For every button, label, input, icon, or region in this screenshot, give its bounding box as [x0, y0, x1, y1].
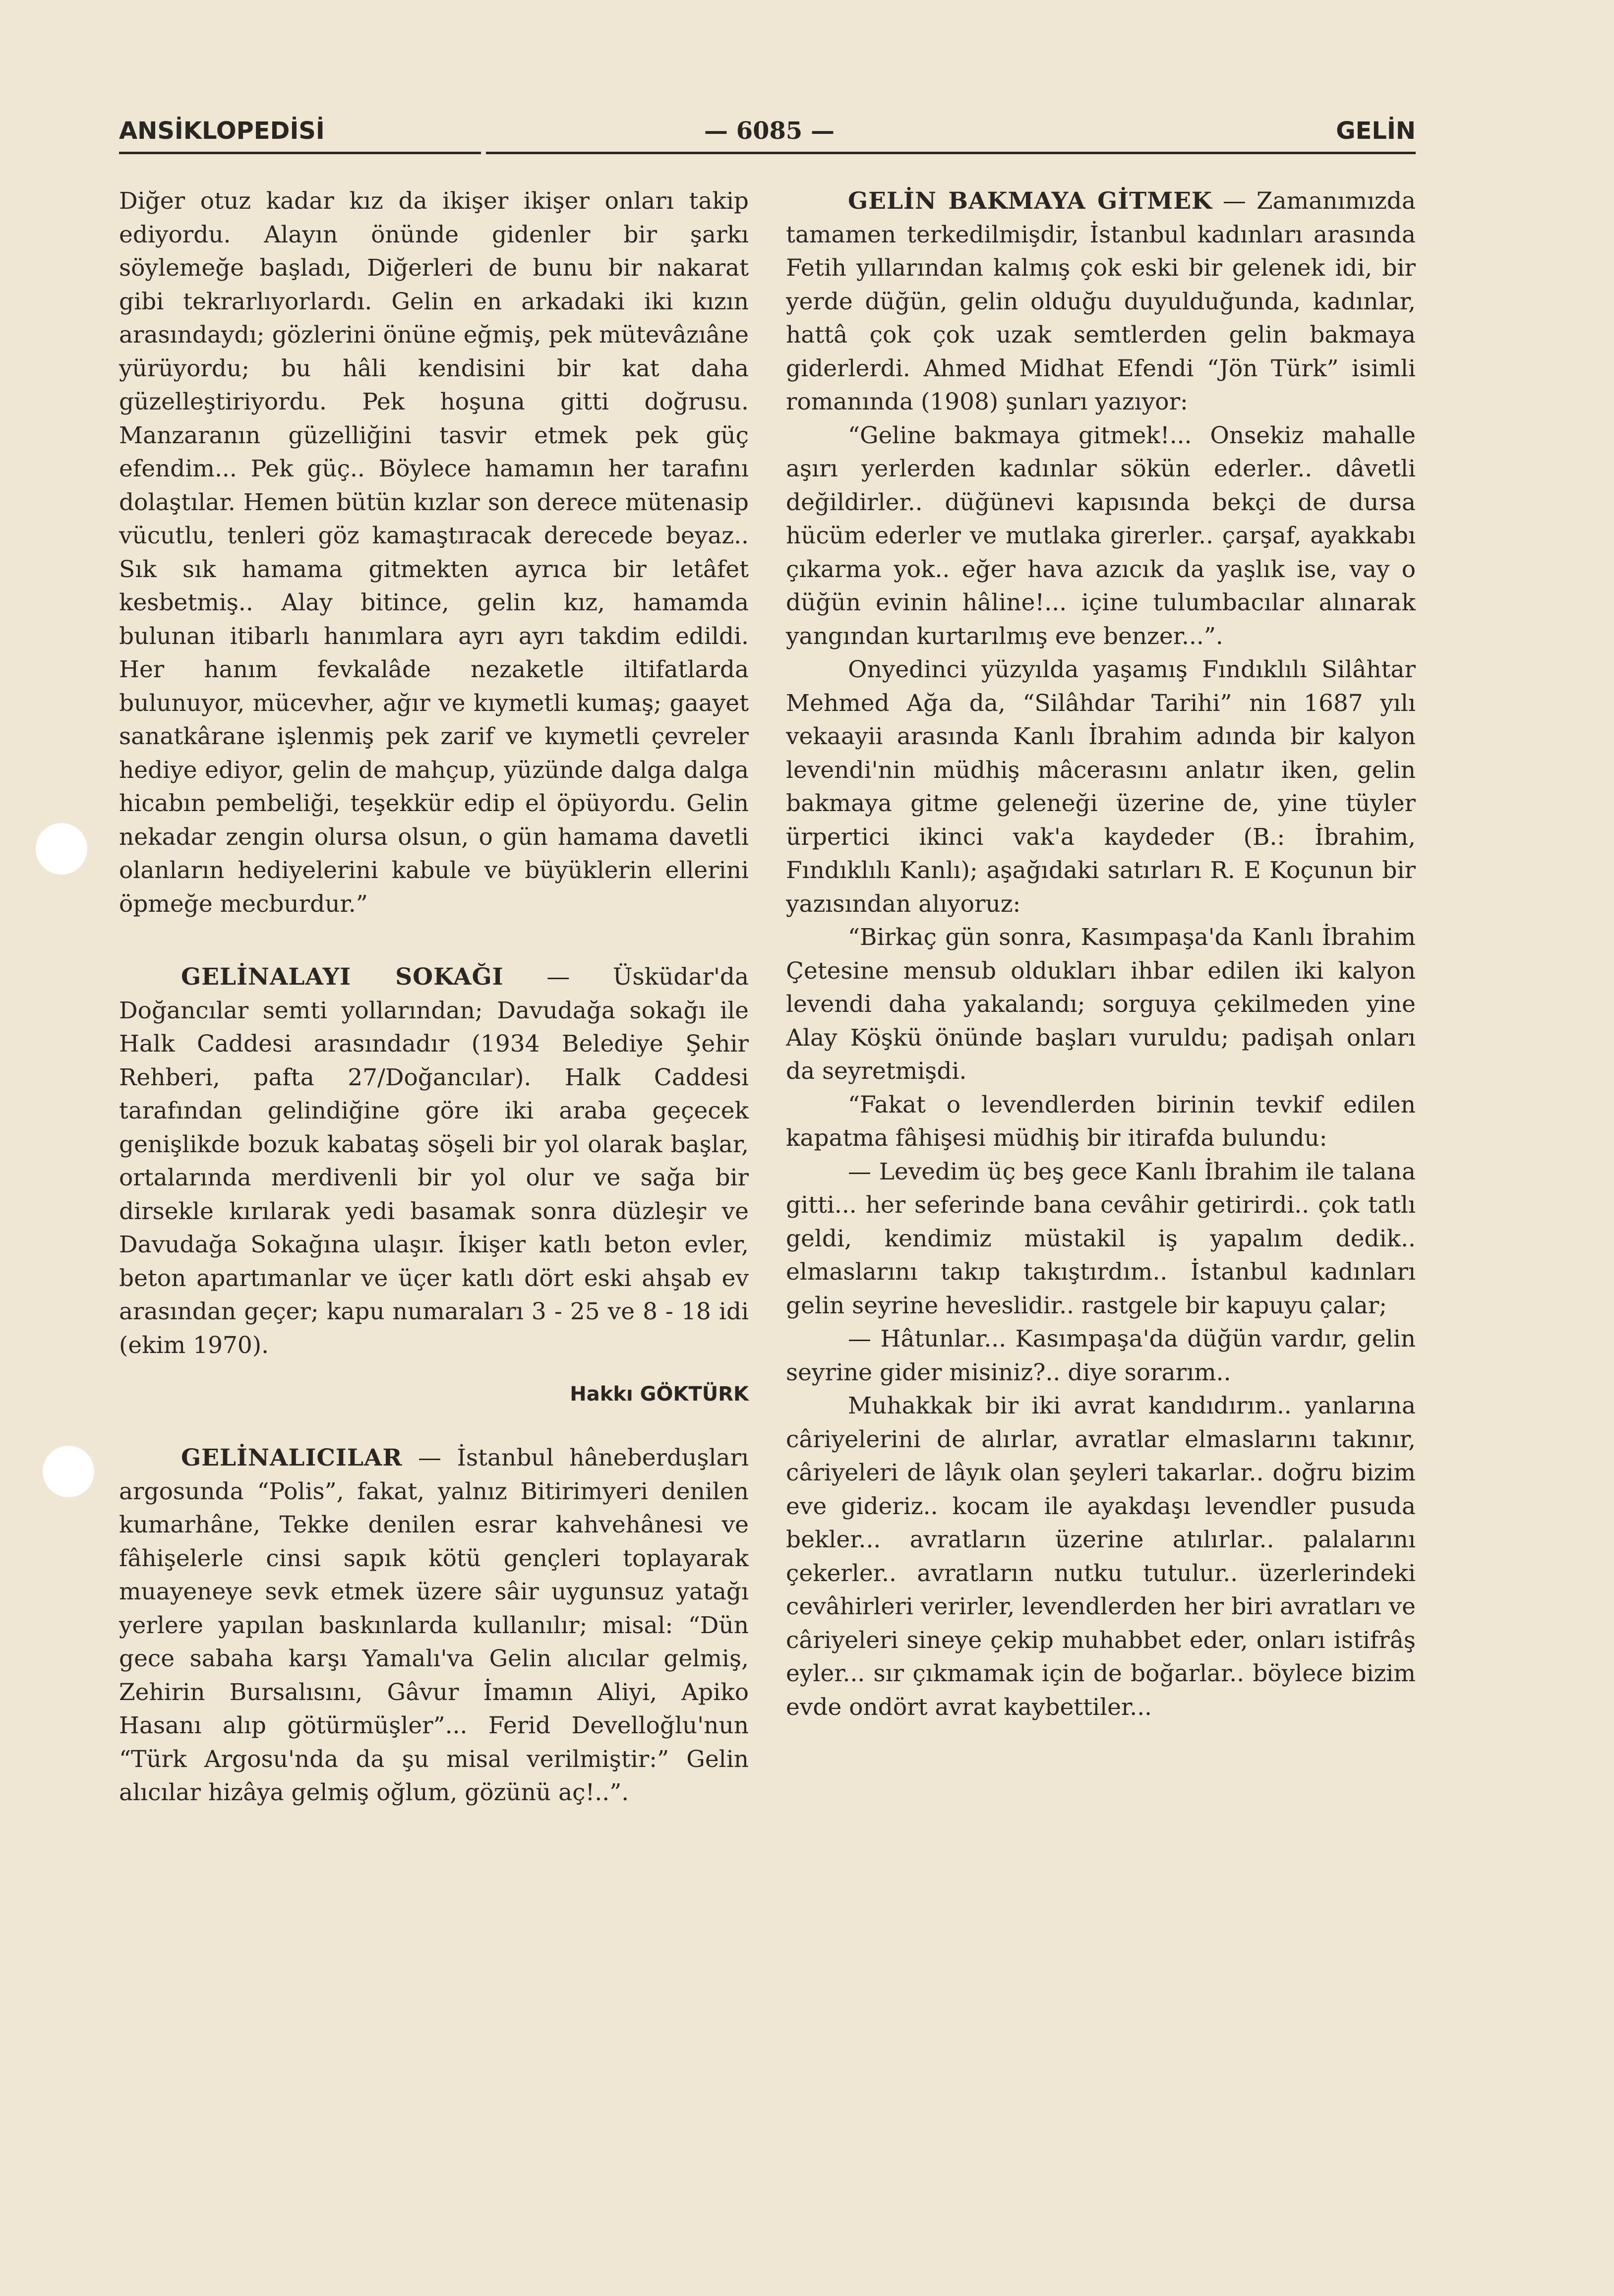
entry-gelinalayi-sokagi	[119, 960, 749, 1362]
page-number: — 6085 —	[704, 117, 835, 145]
entry-body: — Zamanımızda tamamen terkedilmişdir, İstanbul kadınları arasında Fetih yıllarından kalmış çok eski bir gelenek idi, bir yerde düğün, gelin olduğu duyulduğunda, kadınlar, hattâ çok çok uzak semtlerden gelin bakmaya giderlerdi. Ahmed Midhat Efendi “Jön Türk” isimli romanında (1908) şunları yazıyor:	[786, 187, 1416, 415]
right-column	[786, 184, 1416, 2178]
header-left: ANSİKLOPEDİSİ	[119, 117, 325, 145]
body-paragraph: Onyedinci yüzyılda yaşamış Fındıklılı Silâhtar Mehmed Ağa da, “Silâhdar Tarihi” nin 1687 yılı vekaayii arasında Kanlı İbrahim adında bir kalyon levendi'nin müdhiş mâcerasını anlatır iken, gelin bakmaya gitme geleneği üzerine de, yine tüyler ürpertici ikinci vak'a kaydeder (B.: İbrahim, Fındıklılı Kanlı); aşağıdaki satırları R. E Koçunun bir yazısından alıyoruz:	[786, 656, 1416, 918]
punch-hole	[43, 1446, 94, 1497]
entry-gelinalicilar	[119, 1441, 749, 1810]
header-right: GELİN	[1336, 117, 1416, 145]
quote-paragraph: — Levedim üç beş gece Kanlı İbrahim ile talana gitti... her seferinde bana cevâhir getirirdi.. çok tatlı geldi, kendimiz müstakil iş yapalım dedik.. elmaslarını takıp takıştırdım.. İstanbul kadınları gelin seyrine heveslidir.. rastgele bir kapuyu çalar;	[786, 1158, 1416, 1319]
quote-paragraph: “Geline bakmaya gitmek!... Onsekiz mahalle aşırı yerlerden kadınlar sökün ederler.. dâvetli değildirler.. düğünevi kapısında bekçi de dursa hücüm ederler ve mutlaka girerler.. çarşaf, ayakkabı çıkarma yok.. eğer hava azıcık da yaşlık ise, vay o düğün evinin hâline!... içine tulumbacılar alınarak yangından kurtarılmış eve benzer...”.	[786, 421, 1416, 650]
entry-headword: GELİNALICILAR	[181, 1444, 403, 1472]
entry-gelin-bakmaya-gitmek	[786, 184, 1416, 419]
left-column	[119, 184, 749, 2178]
punch-hole	[36, 823, 87, 875]
quote-paragraph: Muhakkak bir iki avrat kandıdırım.. yanlarına câriyelerini de alırlar, avratlar elmaslarını takınır, câriyeleri de lâyık olan şeyleri takarlar.. doğru bizim eve gideriz.. kocam ile ayakdaşı levendler pusuda bekler... avratların üzerine atılırlar.. palalarını çekerler.. avratların nutku tutulur.. üzerlerindeki cevâhirleri verirler, levendlerden her biri avratları ve câriyeleri sineye çekip muhabbet eder, onları istifrâş eyler... sır çıkmamak için de boğarlar.. böylece bizim evde ondört avrat kaybettiler...	[786, 1392, 1416, 1721]
entry-body: — Üsküdar'da Doğancılar semti yollarından; Davudağa sokağı ile Halk Caddesi arasındadır (1934 Belediye Şehir Rehberi, pafta 27/Doğancılar). Halk Caddesi tarafından gelindiğine göre iki araba geçecek genişlikde bozuk kabataş söşeli bir yol olarak başlar, ortalarında merdivenli bir yol olur ve sağa bir dirsekle kırılarak yedi basamak sonra düzleşir ve Davudağa Sokağına ulaşır. İkişer katlı beton evler, beton apartımanlar ve üçer katlı dört eski ahşab ev arasından geçer; kapu numaraları 3 - 25 ve 8 - 18 idi (ekim 1970).	[119, 963, 749, 1359]
running-header	[119, 110, 1416, 155]
continuation-paragraph: Diğer otuz kadar kız da ikişer ikişer onları takip ediyordu. Alayın önünde gidenler bir şarkı söylemeğe başladı, Diğerleri de bunu bir nakarat gibi tekrarlıyorlardı. Gelin en arkadaki iki kızın arasındaydı; gözlerini önüne eğmiş, pek mütevâzıâne yürüyordu; bu hâli kendisini bir kat daha güzelleştiriyordu. Pek hoşuna gitti doğrusu. Manzaranın güzelliğini tasvir etmek pek güç efendim... Pek güç.. Böylece hamamın her tarafını dolaştılar. Hemen bütün kızlar son derece mütenasip vücutlu, tenleri göz kamaştıracak derecede beyaz.. Sık sık hamama gitmekten ayrıca bir letâfet kesbetmiş.. Alay bitince, gelin kız, hamamda bulunan itibarlı hanımlara ayrı ayrı takdim edildi. Her hanım fevkalâde nezaketle iltifatlarda bulunuyor, mücevher, ağır ve kıymetli kumaş; gaayet sanatkârane işlenmiş pek zarif ve kıymetli çevreler hediye ediyor, gelin de mahçup, yüzünde dalga dalga hicabın pembeliği, teşekkür edip el öpüyordu. Gelin nekadar zengin olursa olsun, o gün hamama davetli olanların hediyelerini kabule ve büyüklerin ellerini öpmeğe mecburdur.”	[119, 187, 749, 918]
quote-paragraph: “Fakat o levendlerden birinin tevkif edilen kapatma fâhişesi müdhiş bir itirafda bulundu:	[786, 1091, 1416, 1152]
author-signature: Hakkı GÖKTÜRK	[570, 1383, 749, 1406]
quote-paragraph: — Hâtunlar... Kasımpaşa'da düğün vardır, gelin seyrine gider misiniz?.. diye sorarım..	[786, 1325, 1416, 1386]
quote-paragraph: “Birkaç gün sonra, Kasımpaşa'da Kanlı İbrahim Çetesine mensub oldukları ihbar edilen iki kalyon levendi daha yakalandı; sorguya çekilmeden yine Alay Köşkü önünde başları vuruldu; padişah onları da seyretmişdi.	[786, 924, 1416, 1085]
header-rule	[486, 152, 1416, 154]
entry-body: — İstanbul hâneberduşları argosunda “Polis”, fakat, yalnız Bitirimyeri denilen kumarhâne, Tekke denilen esrar kahvehânesi ve fâhişelerle cinsi sapık kötü gençleri toplayarak muayeneye sevk etmek üzere sâir uygunsuz yatağı yerlere yapılan baskınlarda kullanılır; misal: “Dün gece sabaha karşı Yamalı'va Gelin alıcılar gelmiş, Zehirin Bursalısını, Gâvur İmamın Aliyi, Apiko Hasanı alıp götürmüşler”... Ferid Develloğlu'nun “Türk Argosu'nda da şu misal verilmiştir:” Gelin alıcılar hizâya gelmiş oğlum, gözünü aç!..”.	[119, 1444, 749, 1806]
header-rule	[119, 152, 481, 154]
entry-headword: GELİNALAYI SOKAĞI	[181, 963, 504, 991]
entry-headword: GELİN BAKMAYA GİTMEK	[848, 187, 1212, 215]
